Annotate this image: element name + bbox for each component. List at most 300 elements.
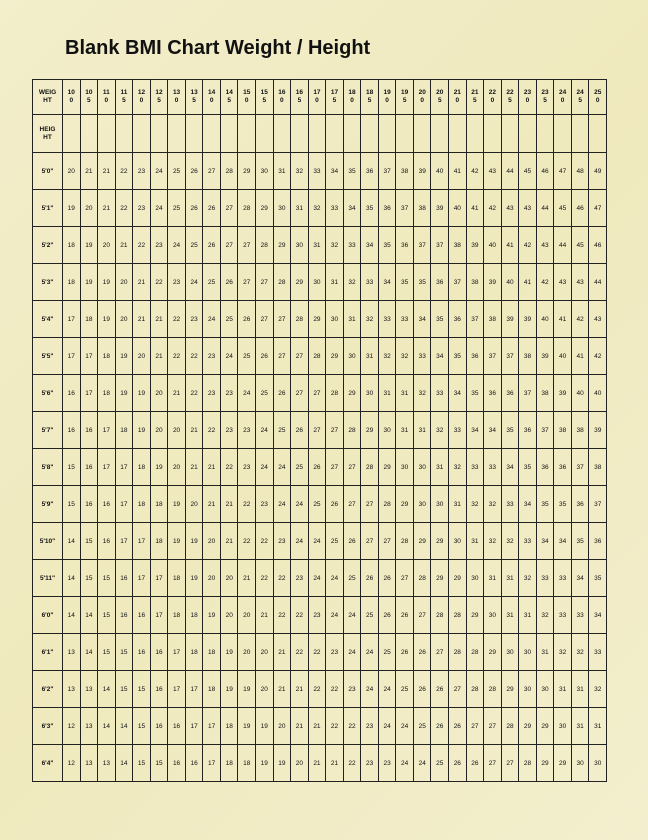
bmi-value-cell: 32 [291, 153, 309, 190]
bmi-value-cell: 41 [449, 153, 467, 190]
bmi-value-cell: 28 [501, 708, 519, 745]
bmi-value-cell: 43 [589, 301, 607, 338]
weight-header-cell: 16 0 [273, 80, 291, 115]
bmi-value-cell: 25 [168, 190, 186, 227]
bmi-value-cell: 15 [98, 634, 116, 671]
bmi-value-cell: 19 [220, 634, 238, 671]
bmi-value-cell: 24 [185, 264, 203, 301]
blank-cell [98, 115, 116, 153]
bmi-value-cell: 17 [115, 486, 133, 523]
bmi-value-cell: 25 [378, 634, 396, 671]
bmi-value-cell: 42 [571, 301, 589, 338]
blank-cell [203, 115, 221, 153]
bmi-value-cell: 29 [413, 523, 431, 560]
table-row [33, 708, 607, 745]
bmi-value-cell: 27 [326, 412, 344, 449]
bmi-value-cell: 13 [80, 671, 98, 708]
bmi-value-cell: 29 [466, 597, 484, 634]
bmi-value-cell: 35 [571, 523, 589, 560]
bmi-value-cell: 34 [536, 523, 554, 560]
bmi-value-cell: 33 [396, 301, 414, 338]
bmi-value-cell: 36 [378, 190, 396, 227]
bmi-value-cell: 45 [519, 153, 537, 190]
bmi-value-cell: 34 [431, 338, 449, 375]
bmi-value-cell: 24 [396, 745, 414, 782]
bmi-value-cell: 49 [589, 153, 607, 190]
bmi-value-cell: 21 [133, 301, 151, 338]
bmi-value-cell: 17 [185, 708, 203, 745]
bmi-value-cell: 43 [571, 264, 589, 301]
bmi-value-cell: 39 [413, 153, 431, 190]
bmi-value-cell: 34 [326, 153, 344, 190]
bmi-value-cell: 36 [571, 486, 589, 523]
bmi-value-cell: 18 [133, 449, 151, 486]
bmi-value-cell: 25 [185, 227, 203, 264]
bmi-value-cell: 38 [396, 153, 414, 190]
bmi-value-cell: 37 [396, 190, 414, 227]
bmi-value-cell: 35 [378, 227, 396, 264]
weight-header-cell: 19 5 [396, 80, 414, 115]
bmi-value-cell: 25 [326, 523, 344, 560]
height-cell: 5'9" [33, 486, 63, 523]
bmi-value-cell: 16 [80, 412, 98, 449]
bmi-value-cell: 30 [571, 745, 589, 782]
table-row [33, 301, 607, 338]
bmi-value-cell: 26 [326, 486, 344, 523]
bmi-value-cell: 26 [185, 190, 203, 227]
bmi-value-cell: 32 [361, 301, 379, 338]
bmi-value-cell: 25 [203, 264, 221, 301]
bmi-value-cell: 20 [63, 153, 81, 190]
bmi-value-cell: 15 [98, 597, 116, 634]
bmi-value-cell: 24 [150, 190, 168, 227]
table-row [33, 153, 607, 190]
bmi-value-cell: 21 [238, 560, 256, 597]
bmi-value-cell: 32 [466, 486, 484, 523]
bmi-value-cell: 38 [554, 412, 572, 449]
weight-header-cell: 20 5 [431, 80, 449, 115]
bmi-value-cell: 47 [589, 190, 607, 227]
bmi-value-cell: 33 [554, 560, 572, 597]
bmi-value-cell: 33 [571, 597, 589, 634]
bmi-value-cell: 31 [501, 560, 519, 597]
bmi-value-cell: 29 [554, 745, 572, 782]
bmi-value-cell: 29 [536, 745, 554, 782]
height-cell: 5'0" [33, 153, 63, 190]
bmi-value-cell: 23 [203, 375, 221, 412]
bmi-value-cell: 23 [343, 671, 361, 708]
bmi-value-cell: 25 [308, 486, 326, 523]
bmi-value-cell: 37 [466, 301, 484, 338]
bmi-value-cell: 31 [431, 449, 449, 486]
blank-cell [150, 115, 168, 153]
bmi-value-cell: 18 [150, 523, 168, 560]
bmi-value-cell: 24 [343, 597, 361, 634]
bmi-value-cell: 24 [326, 597, 344, 634]
bmi-value-cell: 32 [536, 597, 554, 634]
bmi-value-cell: 43 [501, 190, 519, 227]
bmi-value-cell: 12 [63, 745, 81, 782]
bmi-value-cell: 16 [80, 449, 98, 486]
bmi-value-cell: 41 [519, 264, 537, 301]
bmi-value-cell: 19 [150, 449, 168, 486]
bmi-value-cell: 30 [361, 375, 379, 412]
bmi-value-cell: 20 [115, 264, 133, 301]
bmi-value-cell: 26 [203, 227, 221, 264]
bmi-value-cell: 18 [168, 560, 186, 597]
bmi-value-cell: 13 [63, 671, 81, 708]
bmi-value-cell: 36 [361, 153, 379, 190]
bmi-value-cell: 43 [484, 153, 502, 190]
height-cell: 5'8" [33, 449, 63, 486]
bmi-value-cell: 33 [431, 375, 449, 412]
height-cell: 5'5" [33, 338, 63, 375]
table-row [33, 338, 607, 375]
bmi-value-cell: 23 [150, 227, 168, 264]
bmi-value-cell: 22 [238, 523, 256, 560]
bmi-value-cell: 39 [501, 301, 519, 338]
bmi-value-cell: 23 [220, 412, 238, 449]
bmi-value-cell: 26 [449, 708, 467, 745]
height-cell: 6'0" [33, 597, 63, 634]
bmi-value-cell: 19 [220, 671, 238, 708]
bmi-value-cell: 21 [98, 153, 116, 190]
bmi-value-cell: 32 [571, 634, 589, 671]
table-row [33, 449, 607, 486]
bmi-value-cell: 21 [203, 486, 221, 523]
bmi-value-cell: 26 [256, 338, 274, 375]
table-row [33, 412, 607, 449]
bmi-value-cell: 26 [291, 412, 309, 449]
bmi-value-cell: 29 [291, 264, 309, 301]
bmi-value-cell: 15 [63, 449, 81, 486]
bmi-value-cell: 20 [203, 560, 221, 597]
weight-header-cell: 17 0 [308, 80, 326, 115]
bmi-value-cell: 25 [168, 153, 186, 190]
bmi-value-cell: 19 [98, 301, 116, 338]
bmi-value-cell: 46 [589, 227, 607, 264]
bmi-value-cell: 18 [63, 227, 81, 264]
bmi-value-cell: 17 [115, 523, 133, 560]
bmi-value-cell: 20 [98, 227, 116, 264]
bmi-value-cell: 22 [273, 560, 291, 597]
bmi-value-cell: 24 [396, 708, 414, 745]
height-label: HEIG HT [33, 115, 63, 153]
bmi-value-cell: 19 [115, 338, 133, 375]
table-row [33, 745, 607, 782]
bmi-value-cell: 19 [256, 745, 274, 782]
weight-header-cell: 19 0 [378, 80, 396, 115]
bmi-value-cell: 44 [589, 264, 607, 301]
bmi-value-cell: 15 [133, 708, 151, 745]
bmi-value-cell: 34 [466, 412, 484, 449]
bmi-value-cell: 22 [291, 597, 309, 634]
bmi-value-cell: 41 [501, 227, 519, 264]
bmi-value-cell: 24 [220, 338, 238, 375]
bmi-value-cell: 21 [308, 708, 326, 745]
bmi-value-cell: 14 [115, 745, 133, 782]
bmi-value-cell: 33 [554, 597, 572, 634]
bmi-value-cell: 27 [256, 264, 274, 301]
weight-header-cell: 23 0 [519, 80, 537, 115]
table-row [33, 227, 607, 264]
bmi-value-cell: 17 [98, 449, 116, 486]
bmi-value-cell: 27 [378, 523, 396, 560]
bmi-value-cell: 23 [326, 634, 344, 671]
bmi-value-cell: 17 [133, 523, 151, 560]
bmi-value-cell: 47 [554, 153, 572, 190]
bmi-value-cell: 33 [413, 338, 431, 375]
bmi-value-cell: 15 [115, 634, 133, 671]
bmi-value-cell: 18 [115, 412, 133, 449]
bmi-value-cell: 38 [536, 375, 554, 412]
bmi-value-cell: 39 [589, 412, 607, 449]
bmi-value-cell: 36 [396, 227, 414, 264]
bmi-value-cell: 24 [361, 671, 379, 708]
bmi-value-cell: 22 [273, 597, 291, 634]
bmi-value-cell: 28 [396, 523, 414, 560]
bmi-value-cell: 21 [185, 412, 203, 449]
blank-cell [343, 115, 361, 153]
bmi-value-cell: 20 [133, 338, 151, 375]
bmi-value-cell: 36 [519, 412, 537, 449]
bmi-value-cell: 17 [133, 560, 151, 597]
bmi-value-cell: 29 [308, 301, 326, 338]
blank-cell [63, 115, 81, 153]
page-title: Blank BMI Chart Weight / Height [65, 37, 371, 59]
bmi-value-cell: 26 [273, 375, 291, 412]
bmi-value-cell: 26 [431, 671, 449, 708]
bmi-value-cell: 26 [396, 634, 414, 671]
bmi-value-cell: 20 [168, 449, 186, 486]
bmi-value-cell: 23 [220, 375, 238, 412]
bmi-value-cell: 27 [273, 301, 291, 338]
bmi-value-cell: 37 [378, 153, 396, 190]
bmi-value-cell: 31 [571, 708, 589, 745]
bmi-value-cell: 22 [168, 338, 186, 375]
bmi-value-cell: 28 [238, 190, 256, 227]
bmi-value-cell: 27 [361, 523, 379, 560]
bmi-value-cell: 26 [378, 597, 396, 634]
bmi-value-cell: 26 [308, 449, 326, 486]
bmi-value-cell: 31 [413, 412, 431, 449]
bmi-value-cell: 30 [484, 597, 502, 634]
bmi-value-cell: 21 [185, 449, 203, 486]
bmi-value-cell: 29 [378, 449, 396, 486]
bmi-value-cell: 30 [466, 560, 484, 597]
bmi-value-cell: 36 [431, 264, 449, 301]
bmi-value-cell: 15 [133, 745, 151, 782]
bmi-value-cell: 18 [185, 634, 203, 671]
bmi-value-cell: 23 [238, 412, 256, 449]
bmi-value-cell: 29 [431, 523, 449, 560]
bmi-value-cell: 35 [501, 412, 519, 449]
height-header-row [33, 115, 607, 153]
bmi-value-cell: 19 [238, 708, 256, 745]
bmi-value-cell: 45 [554, 190, 572, 227]
bmi-value-cell: 30 [326, 301, 344, 338]
bmi-value-cell: 40 [589, 375, 607, 412]
bmi-value-cell: 27 [501, 745, 519, 782]
bmi-value-cell: 17 [63, 338, 81, 375]
bmi-value-cell: 21 [291, 708, 309, 745]
bmi-value-cell: 19 [185, 560, 203, 597]
bmi-value-cell: 22 [308, 634, 326, 671]
bmi-value-cell: 19 [273, 745, 291, 782]
bmi-value-cell: 29 [396, 486, 414, 523]
height-cell: 6'2" [33, 671, 63, 708]
bmi-value-cell: 21 [273, 634, 291, 671]
height-cell: 5'3" [33, 264, 63, 301]
weight-header-cell: 12 0 [133, 80, 151, 115]
bmi-value-cell: 39 [431, 190, 449, 227]
bmi-value-cell: 16 [63, 412, 81, 449]
bmi-value-cell: 20 [115, 301, 133, 338]
bmi-value-cell: 33 [378, 301, 396, 338]
bmi-value-cell: 22 [133, 227, 151, 264]
table-row [33, 375, 607, 412]
bmi-value-cell: 29 [256, 190, 274, 227]
table-row [33, 190, 607, 227]
bmi-value-cell: 35 [554, 486, 572, 523]
bmi-value-cell: 34 [571, 560, 589, 597]
bmi-value-cell: 31 [449, 486, 467, 523]
bmi-value-cell: 23 [291, 560, 309, 597]
bmi-value-cell: 39 [519, 301, 537, 338]
height-cell: 6'3" [33, 708, 63, 745]
bmi-value-cell: 18 [220, 708, 238, 745]
bmi-value-cell: 34 [589, 597, 607, 634]
bmi-value-cell: 31 [554, 671, 572, 708]
bmi-value-cell: 37 [431, 227, 449, 264]
bmi-value-cell: 38 [519, 338, 537, 375]
bmi-value-cell: 23 [273, 523, 291, 560]
bmi-value-cell: 27 [291, 375, 309, 412]
blank-cell [238, 115, 256, 153]
bmi-value-cell: 16 [150, 671, 168, 708]
bmi-value-cell: 18 [133, 486, 151, 523]
bmi-value-cell: 27 [220, 227, 238, 264]
bmi-value-cell: 34 [361, 227, 379, 264]
bmi-value-cell: 30 [519, 671, 537, 708]
bmi-value-cell: 34 [449, 375, 467, 412]
table-row [33, 264, 607, 301]
bmi-value-cell: 16 [115, 597, 133, 634]
bmi-value-cell: 35 [343, 153, 361, 190]
bmi-value-cell: 32 [413, 375, 431, 412]
bmi-value-cell: 26 [238, 301, 256, 338]
bmi-value-cell: 40 [571, 375, 589, 412]
bmi-value-cell: 24 [273, 449, 291, 486]
bmi-value-cell: 24 [413, 745, 431, 782]
bmi-value-cell: 31 [589, 708, 607, 745]
bmi-value-cell: 20 [220, 597, 238, 634]
bmi-value-cell: 24 [378, 708, 396, 745]
bmi-value-cell: 24 [343, 634, 361, 671]
bmi-value-cell: 48 [571, 153, 589, 190]
bmi-value-cell: 21 [115, 227, 133, 264]
blank-cell [378, 115, 396, 153]
bmi-value-cell: 22 [185, 375, 203, 412]
bmi-value-cell: 31 [343, 301, 361, 338]
bmi-value-cell: 33 [466, 449, 484, 486]
bmi-value-cell: 26 [431, 708, 449, 745]
bmi-value-cell: 13 [98, 745, 116, 782]
bmi-value-cell: 40 [501, 264, 519, 301]
blank-cell [413, 115, 431, 153]
bmi-value-cell: 16 [150, 634, 168, 671]
bmi-value-cell: 27 [308, 412, 326, 449]
bmi-value-cell: 29 [449, 560, 467, 597]
bmi-value-cell: 31 [326, 264, 344, 301]
bmi-value-cell: 18 [98, 338, 116, 375]
blank-cell [220, 115, 238, 153]
bmi-value-cell: 16 [98, 486, 116, 523]
bmi-value-cell: 20 [150, 375, 168, 412]
bmi-value-cell: 21 [256, 597, 274, 634]
bmi-value-cell: 22 [256, 523, 274, 560]
weight-header-cell: 10 0 [63, 80, 81, 115]
bmi-value-cell: 28 [466, 671, 484, 708]
bmi-value-cell: 23 [133, 153, 151, 190]
bmi-value-cell: 43 [536, 227, 554, 264]
bmi-value-cell: 25 [361, 597, 379, 634]
bmi-value-cell: 28 [256, 227, 274, 264]
bmi-value-cell: 17 [80, 375, 98, 412]
bmi-value-cell: 19 [115, 375, 133, 412]
bmi-value-cell: 14 [80, 634, 98, 671]
bmi-value-cell: 22 [115, 190, 133, 227]
bmi-value-cell: 32 [554, 634, 572, 671]
bmi-value-cell: 21 [273, 671, 291, 708]
bmi-value-cell: 27 [466, 708, 484, 745]
weight-header-cell: 17 5 [326, 80, 344, 115]
bmi-value-cell: 27 [273, 338, 291, 375]
bmi-value-cell: 28 [449, 597, 467, 634]
blank-cell [308, 115, 326, 153]
weight-label: WEIG HT [33, 80, 63, 115]
bmi-value-cell: 30 [554, 708, 572, 745]
bmi-value-cell: 34 [378, 264, 396, 301]
bmi-value-cell: 22 [343, 745, 361, 782]
table-row [33, 560, 607, 597]
bmi-value-cell: 16 [133, 597, 151, 634]
bmi-value-cell: 15 [80, 560, 98, 597]
bmi-value-cell: 24 [378, 671, 396, 708]
bmi-value-cell: 25 [273, 412, 291, 449]
bmi-value-cell: 32 [484, 486, 502, 523]
bmi-value-cell: 19 [256, 708, 274, 745]
bmi-value-cell: 29 [536, 708, 554, 745]
bmi-value-cell: 42 [466, 153, 484, 190]
bmi-value-cell: 18 [220, 745, 238, 782]
bmi-value-cell: 24 [361, 634, 379, 671]
bmi-value-cell: 25 [291, 449, 309, 486]
bmi-value-cell: 14 [63, 523, 81, 560]
blank-cell [449, 115, 467, 153]
bmi-value-cell: 23 [361, 745, 379, 782]
bmi-value-cell: 25 [396, 671, 414, 708]
bmi-value-cell: 17 [98, 412, 116, 449]
weight-header-cell: 15 5 [256, 80, 274, 115]
bmi-value-cell: 31 [291, 190, 309, 227]
bmi-value-cell: 30 [413, 449, 431, 486]
bmi-value-cell: 33 [308, 153, 326, 190]
bmi-value-cell: 28 [326, 375, 344, 412]
bmi-value-cell: 24 [150, 153, 168, 190]
bmi-value-cell: 28 [431, 597, 449, 634]
bmi-value-cell: 36 [536, 449, 554, 486]
